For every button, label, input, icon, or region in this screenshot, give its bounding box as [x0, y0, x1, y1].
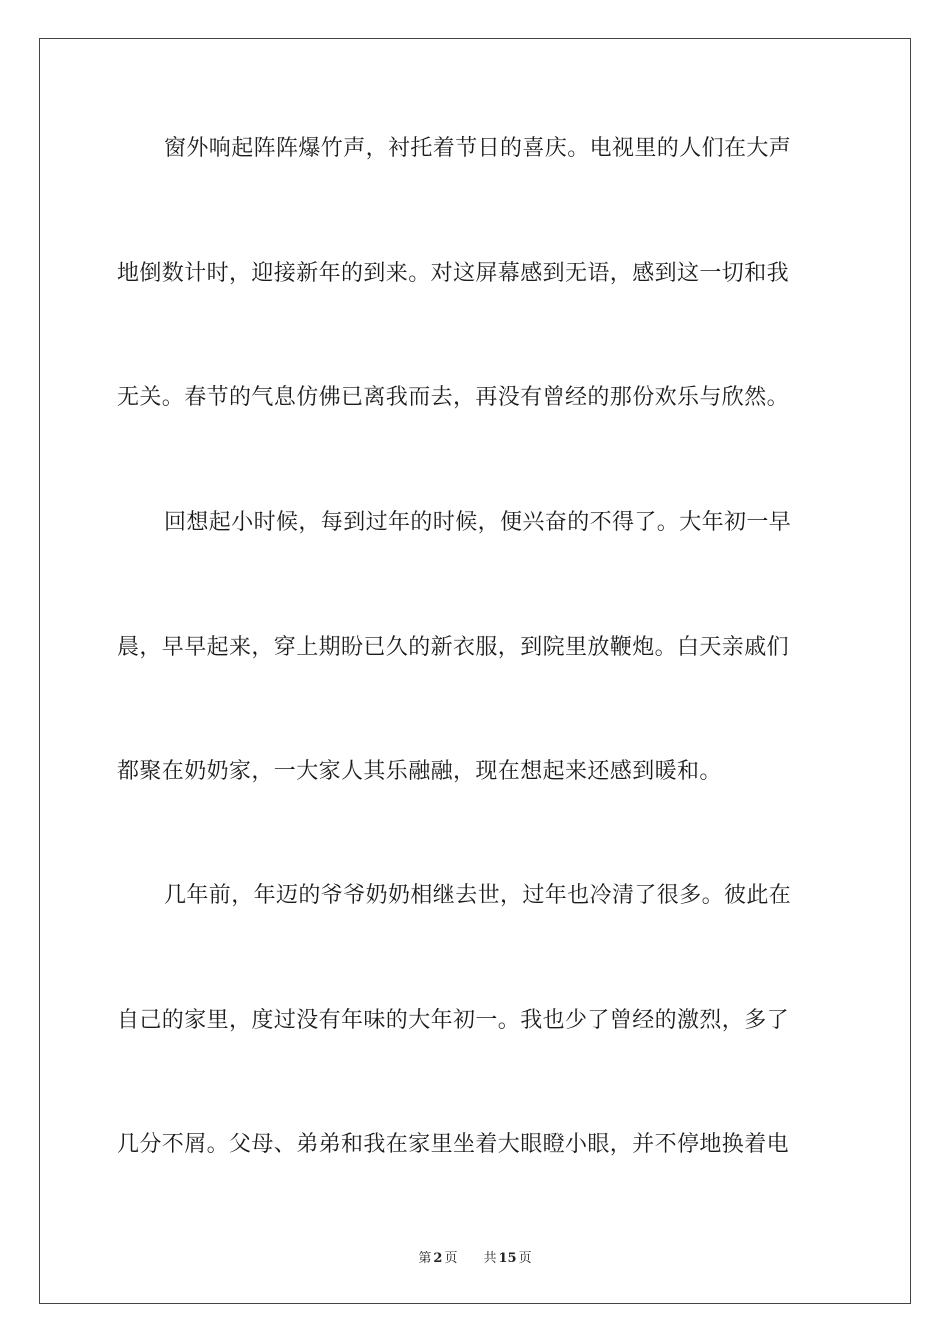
paragraph-1-line-1: 窗外响起阵阵爆竹声，衬托着节日的喜庆。电视里的人们在大声 — [164, 136, 792, 161]
paragraph-2-line-2: 晨，早早起来，穿上期盼已久的新衣服，到院里放鞭炮。白天亲戚们 — [117, 635, 790, 660]
paragraph-3-line-1: 几年前，年迈的爷爷奶奶相继去世，过年也冷清了很多。彼此在 — [164, 883, 792, 908]
total-pages: 15 — [498, 1251, 517, 1266]
paragraph-2-line-1: 回想起小时候，每到过年的时候，便兴奋的不得了。大年初一早 — [164, 510, 792, 535]
paragraph-2-line-3: 都聚在奶奶家，一大家人其乐融融，现在想起来还感到暖和。 — [117, 759, 722, 784]
page-prefix: 第 — [418, 1251, 432, 1266]
paragraph-3-line-2: 自己的家里，度过没有年味的大年初一。我也少了曾经的激烈，多了 — [117, 1008, 790, 1033]
paragraph-3-line-3: 几分不屑。父母、弟弟和我在家里坐着大眼瞪小眼，并不停地换着电 — [117, 1132, 790, 1157]
total-suffix: 页 — [518, 1251, 532, 1266]
page-number: 2 — [433, 1251, 443, 1266]
paragraph-1-line-3: 无关。春节的气息仿佛已离我而去，再没有曾经的那份欢乐与欣然。 — [117, 385, 790, 410]
paragraph-1-line-2: 地倒数计时，迎接新年的到来。对这屏幕感到无语，感到这一切和我 — [117, 261, 790, 286]
total-prefix: 共 — [483, 1251, 497, 1266]
page-border — [39, 38, 911, 1304]
page-suffix: 页 — [444, 1251, 458, 1266]
page-footer — [0, 1247, 950, 1266]
